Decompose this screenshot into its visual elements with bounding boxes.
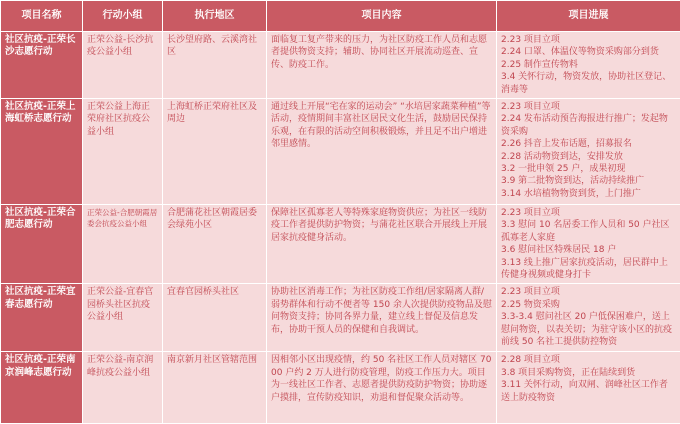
progress-item: 2.25 制作宣传物料 [501, 59, 676, 71]
project-name: 社区抗疫-正荣宜春志愿行动 [1, 284, 83, 352]
progress-item: 3.6 慰问社区特殊居民 18 户 [501, 244, 676, 256]
project-progress [497, 205, 680, 284]
project-name: 社区抗疫-正荣南京润峰志愿行动 [1, 352, 83, 424]
progress-item: 3.3 慰问 10 名居委工作人员和 50 户社区孤寡老人家庭 [501, 220, 670, 242]
project-content: 因相邻小区出现疫情，约 50 名社区工作人员对辖区 7000 户约 2 万人进行防疫管理，防疫工作压力大。项目为一线社区工作者、志愿者提供防疫防护物资；协助逐户摸排，宣传防疫知识，劝退和督促聚众活动等。 [267, 352, 497, 424]
progress-item: 2.26 抖音上发布话题，招募报名 [501, 138, 676, 150]
action-group: 正荣公益-南京润峰抗疫公益小组 [83, 352, 163, 424]
project-content: 保障社区孤寡老人等特殊家庭物资供应；为社区一线防疫工作者提供防护物资；与蒲花社区联合开展线上开展居家抗疫健身活动。 [267, 205, 497, 284]
table-row [1, 99, 680, 205]
progress-item: 2.24 口罩、体温仪等物资采购部分到货 [501, 46, 676, 58]
execution-area: 南京新月社区管辖范围 [163, 352, 267, 424]
project-name: 社区抗疫-正荣上海虹桥志愿行动 [1, 99, 83, 205]
progress-item: 3.8 项目采购物资，正在陆续到货 [501, 367, 676, 379]
action-group: 正荣公益-宜春官园桥头社区抗疫公益小组 [83, 284, 163, 352]
header-action-group: 行动小组 [83, 1, 163, 32]
progress-item: 3.14 水培植物物资到货，上门推广 [501, 188, 676, 200]
progress-item: 2.23 项目立项 [501, 101, 676, 113]
progress-item: 3.2 一批申领 25 户，成果初现 [501, 163, 676, 175]
action-group: 正荣公益-长沙抗疫公益小组 [83, 32, 163, 99]
progress-item: 3.3-3.4 慰问社区 20 户低保困难户，送上慰问物资，以表关切；为驻守该小区的抗疫前线 50 名社工提供防控物资 [501, 312, 672, 347]
header-project-name: 项目名称 [1, 1, 83, 32]
execution-area: 长沙望府路、云溪湾社区 [163, 32, 267, 99]
header-progress: 项目进展 [497, 1, 680, 32]
progress-item: 2.23 项目立项 [501, 34, 676, 46]
execution-area: 上海虹桥正荣府社区及周边 [163, 99, 267, 205]
progress-item: 2.28 活动物资到达，安排发放 [501, 151, 676, 163]
execution-area: 合肥蒲花社区朝霞居委会绿苑小区 [163, 205, 267, 284]
progress-item: 2.25 物资采购 [501, 299, 676, 311]
project-progress [497, 284, 680, 352]
action-group: 正荣公益上海正荣府社区抗疫公益小组 [83, 99, 163, 205]
progress-item: 3.9 第二批物资到达，活动持续推广 [501, 175, 676, 187]
project-progress [497, 352, 680, 424]
table-row [1, 284, 680, 352]
table-row [1, 205, 680, 284]
execution-area: 宜春官园桥头社区 [163, 284, 267, 352]
table-row [1, 352, 680, 424]
progress-item: 2.23 项目立项 [501, 207, 676, 219]
table-row [1, 32, 680, 99]
project-progress [497, 99, 680, 205]
progress-item: 3.4 关怀行动，物资发放，协助社区登记、消毒等 [501, 72, 671, 94]
progress-item: 3.11 关怀行动，向双闸、润峰社区工作者送上防疫物资 [501, 380, 668, 402]
header-content: 项目内容 [267, 1, 497, 32]
progress-item: 2.23 项目立项 [501, 286, 676, 298]
project-content: 面临复工复产带来的压力，为社区防疫工作人员和志愿者提供物资支持；辅助、协同社区开展流动巡查、宣传、防疫工作。 [267, 32, 497, 99]
project-content: 通过线上开展“宅在家的运动会” “水培居家蔬菜种植”等活动，疫情期间丰富社区居民文化生活，鼓励居民保持乐观，在有限的活动空间积极锻炼，并且足不出户增进邻里感情。 [267, 99, 497, 205]
table-header-row [1, 1, 680, 32]
progress-item: 2.28 项目立项 [501, 354, 676, 366]
progress-item: 2.24 发布活动预告海报进行推广；发起物资采购 [501, 114, 668, 136]
project-progress [497, 32, 680, 99]
project-name: 社区抗疫-正荣合肥志愿行动 [1, 205, 83, 284]
project-name: 社区抗疫-正荣长沙志愿行动 [1, 32, 83, 99]
action-group: 正荣公益-合肥朝霞居委会抗疫公益小组 [83, 205, 163, 284]
project-content: 协助社区消毒工作；为社区防疫工作组/居家隔离人群/弱势群体和行动不便者等 150 余人次提供防疫物品及慰问物资支持；协同各界力量，建立线上督促及信息发布，协助干预人员的保健和自我调试。 [267, 284, 497, 352]
progress-item: 3.13 线上推广居家抗疫活动，居民群中上传健身视频或健身打卡 [501, 258, 668, 280]
header-area: 执行地区 [163, 1, 267, 32]
